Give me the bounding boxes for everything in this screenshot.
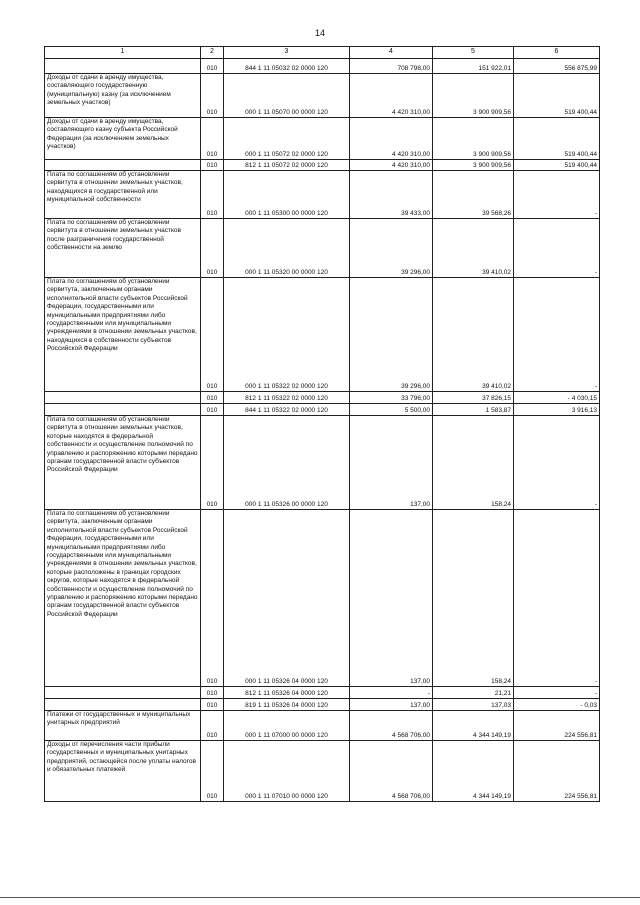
budget-code-cell: 819 1 11 05326 04 0000 120 bbox=[224, 699, 350, 711]
executed-value-cell: 37 826,15 bbox=[433, 392, 514, 404]
row-name-cell bbox=[45, 74, 201, 118]
row-name: Плата по соглашениям об установлении сервитута, заключенным органами исполнительной власти субъектов Российской Федерации, государственными или муниципальными предприятиями либо государственными или муниципальными учреждениями в отношении земельных участков, которые расположены в границах городских округов, которые находятся в федеральной собственности и осуществление полномочий по управлению и распоряжению которыми передано органам государственной власти субъектов Российской Федерации bbox=[47, 510, 198, 618]
budget-code-cell: 812 1 11 05322 02 0000 120 bbox=[224, 392, 350, 404]
unexecuted-value-cell: 519 400,44 bbox=[514, 74, 600, 118]
row-name-cell bbox=[45, 404, 201, 416]
budget-code-cell: 844 1 11 05032 02 0000 120 bbox=[224, 59, 350, 74]
unexecuted-value-cell: - bbox=[514, 171, 600, 219]
approved-value-cell: 137,00 bbox=[350, 699, 433, 711]
approved-value-cell: 137,00 bbox=[350, 510, 433, 687]
unexecuted-value-cell: - 0,03 bbox=[514, 699, 600, 711]
column-header: 1 bbox=[45, 47, 201, 59]
column-header: 3 bbox=[224, 47, 350, 59]
row-name-cell bbox=[45, 711, 201, 741]
unexecuted-value-cell: - bbox=[514, 219, 600, 278]
table-row bbox=[45, 741, 600, 802]
table-row bbox=[45, 59, 600, 74]
row-name-cell bbox=[45, 741, 201, 802]
unexecuted-value-cell: - 4 030,15 bbox=[514, 392, 600, 404]
table-row bbox=[45, 699, 600, 711]
line-code-cell: 010 bbox=[201, 219, 224, 278]
executed-value-cell: 158,24 bbox=[433, 416, 514, 510]
row-name-cell bbox=[45, 392, 201, 404]
line-code-cell: 010 bbox=[201, 404, 224, 416]
approved-value-cell: 5 500,00 bbox=[350, 404, 433, 416]
budget-code-cell: 844 1 11 05322 02 0000 120 bbox=[224, 404, 350, 416]
budget-code-cell: 000 1 11 05326 04 0000 120 bbox=[224, 510, 350, 687]
approved-value-cell: 33 796,00 bbox=[350, 392, 433, 404]
line-code-cell: 010 bbox=[201, 118, 224, 160]
row-name: Плата по соглашениям об установлении сервитута в отношении земельных участков, находящихся в государственной или муниципальной собственности bbox=[47, 171, 183, 204]
approved-value-cell: 4 568 706,00 bbox=[350, 711, 433, 741]
budget-code-cell: 000 1 11 07000 00 0000 120 bbox=[224, 711, 350, 741]
row-name: Плата по соглашениям об установлении сервитута в отношении земельных участков, которые находятся в федеральной собственности и осуществление полномочий по управлению и распоряжению которыми передано органам государственной власти субъектов Российской Федерации bbox=[47, 416, 198, 474]
executed-value-cell: 39 410,02 bbox=[433, 219, 514, 278]
line-code-cell: 010 bbox=[201, 160, 224, 171]
line-code-cell: 010 bbox=[201, 392, 224, 404]
approved-value-cell: 4 420 310,00 bbox=[350, 160, 433, 171]
unexecuted-value-cell: - bbox=[514, 416, 600, 510]
budget-code-cell: 000 1 11 05070 00 0000 120 bbox=[224, 74, 350, 118]
table-row bbox=[45, 278, 600, 392]
column-header: 2 bbox=[201, 47, 224, 59]
column-header: 5 bbox=[433, 47, 514, 59]
row-name-cell bbox=[45, 171, 201, 219]
table-row bbox=[45, 171, 600, 219]
table-row bbox=[45, 404, 600, 416]
approved-value-cell: 4 568 706,00 bbox=[350, 741, 433, 802]
unexecuted-value-cell: - bbox=[514, 278, 600, 392]
executed-value-cell: 39 410,02 bbox=[433, 278, 514, 392]
line-code-cell: 010 bbox=[201, 278, 224, 392]
line-code-cell: 010 bbox=[201, 74, 224, 118]
header-row bbox=[45, 47, 600, 59]
row-name: Доходы от перечисления части прибыли государственных и муниципальных унитарных предприятий, остающейся после уплаты налогов и обязательных платежей bbox=[47, 741, 196, 774]
row-name-cell bbox=[45, 510, 201, 687]
line-code-cell: 010 bbox=[201, 416, 224, 510]
unexecuted-value-cell: 224 556,81 bbox=[514, 711, 600, 741]
line-code-cell: 010 bbox=[201, 711, 224, 741]
executed-value-cell: 4 344 149,19 bbox=[433, 711, 514, 741]
budget-code-cell: 000 1 11 05072 02 0000 120 bbox=[224, 118, 350, 160]
budget-code-cell: 000 1 11 05300 00 0000 120 bbox=[224, 171, 350, 219]
unexecuted-value-cell: 519 400,44 bbox=[514, 118, 600, 160]
line-code-cell: 010 bbox=[201, 687, 224, 699]
row-name: Плата по соглашениям об установлении сервитута в отношении земельных участков после разграничения государственной собственности на землю bbox=[47, 219, 181, 252]
budget-code-cell: 812 1 11 05072 02 0000 120 bbox=[224, 160, 350, 171]
unexecuted-value-cell: 224 556,81 bbox=[514, 741, 600, 802]
unexecuted-value-cell: - bbox=[514, 687, 600, 699]
approved-value-cell: 39 433,00 bbox=[350, 171, 433, 219]
approved-value-cell: 39 296,00 bbox=[350, 278, 433, 392]
table-row bbox=[45, 510, 600, 687]
row-name-cell bbox=[45, 687, 201, 699]
row-name-cell bbox=[45, 278, 201, 392]
executed-value-cell: 158,24 bbox=[433, 510, 514, 687]
line-code-cell: 010 bbox=[201, 741, 224, 802]
row-name: Плата по соглашениям об установлении сервитута, заключенным органами исполнительной власти субъектов Российской Федерации, государственными или муниципальными предприятиями либо государственными или муниципальными учреждениями в отношении земельных участков, находящихся в собственности субъектов Российской Федерации bbox=[47, 278, 197, 353]
unexecuted-value-cell: 519 400,44 bbox=[514, 160, 600, 171]
row-name-cell bbox=[45, 118, 201, 160]
line-code-cell: 010 bbox=[201, 699, 224, 711]
approved-value-cell: 4 420 310,00 bbox=[350, 118, 433, 160]
revenue-table bbox=[44, 46, 600, 802]
row-name-cell bbox=[45, 160, 201, 171]
line-code-cell: 010 bbox=[201, 59, 224, 74]
row-name: Платежи от государственных и муниципальных унитарных предприятий bbox=[47, 711, 191, 727]
executed-value-cell: 39 568,26 bbox=[433, 171, 514, 219]
unexecuted-value-cell: - bbox=[514, 510, 600, 687]
table-row bbox=[45, 416, 600, 510]
row-name-cell bbox=[45, 219, 201, 278]
table-row bbox=[45, 118, 600, 160]
column-header: 6 bbox=[514, 47, 600, 59]
approved-value-cell: - bbox=[350, 687, 433, 699]
executed-value-cell: 1 583,87 bbox=[433, 404, 514, 416]
executed-value-cell: 151 922,01 bbox=[433, 59, 514, 74]
approved-value-cell: 4 420 310,00 bbox=[350, 74, 433, 118]
approved-value-cell: 137,00 bbox=[350, 416, 433, 510]
unexecuted-value-cell: 3 916,13 bbox=[514, 404, 600, 416]
column-header: 4 bbox=[350, 47, 433, 59]
page-number: 14 bbox=[314, 28, 325, 38]
row-name-cell bbox=[45, 699, 201, 711]
executed-value-cell: 3 900 909,56 bbox=[433, 160, 514, 171]
approved-value-cell: 39 296,00 bbox=[350, 219, 433, 278]
table-row bbox=[45, 392, 600, 404]
table-row bbox=[45, 711, 600, 741]
table-row bbox=[45, 219, 600, 278]
line-code-cell: 010 bbox=[201, 510, 224, 687]
row-name: Доходы от сдачи в аренду имущества, составляющего государственную (муниципальную) казну (за исключением земельных участков) bbox=[47, 74, 171, 107]
executed-value-cell: 21,21 bbox=[433, 687, 514, 699]
budget-code-cell: 000 1 11 05320 00 0000 120 bbox=[224, 219, 350, 278]
unexecuted-value-cell: 556 875,99 bbox=[514, 59, 600, 74]
scan-edge-line bbox=[0, 897, 640, 898]
row-name: Доходы от сдачи в аренду имущества, составляющего казну субъекта Российской Федерации (за исключением земельных участков) bbox=[47, 118, 178, 151]
row-name-cell bbox=[45, 59, 201, 74]
approved-value-cell: 708 798,00 bbox=[350, 59, 433, 74]
row-name-cell bbox=[45, 416, 201, 510]
budget-code-cell: 000 1 11 05326 00 0000 120 bbox=[224, 416, 350, 510]
budget-code-cell: 000 1 11 07010 00 0000 120 bbox=[224, 741, 350, 802]
executed-value-cell: 3 900 909,56 bbox=[433, 74, 514, 118]
executed-value-cell: 137,03 bbox=[433, 699, 514, 711]
table-row bbox=[45, 74, 600, 118]
table-row bbox=[45, 160, 600, 171]
table-row bbox=[45, 687, 600, 699]
executed-value-cell: 4 344 149,19 bbox=[433, 741, 514, 802]
line-code-cell: 010 bbox=[201, 171, 224, 219]
executed-value-cell: 3 900 909,56 bbox=[433, 118, 514, 160]
budget-code-cell: 000 1 11 05322 02 0000 120 bbox=[224, 278, 350, 392]
budget-code-cell: 812 1 11 05326 04 0000 120 bbox=[224, 687, 350, 699]
